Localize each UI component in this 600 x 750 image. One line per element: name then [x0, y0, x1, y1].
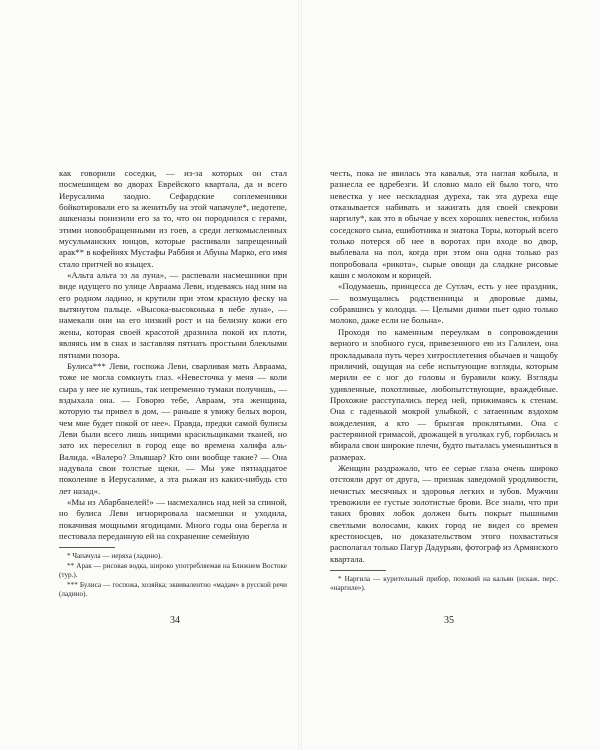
- footnote-divider: [59, 547, 115, 548]
- right-footnotes: [330, 575, 558, 593]
- right-page: [330, 168, 558, 594]
- footnote: * Чапачула — неряха (ладино).: [67, 552, 163, 561]
- book-gutter: [298, 0, 302, 750]
- paragraph: как говорили соседки, — из-за которых он стал посмешищем во дворах Еврейского квартала, да и всего Иерусалима заодно. Сефардские соплеменники бойкотировали его за женитьбу на этой чапачуле*, недотепе, ашкеназы понизили его за то, что он породнился с герами, этими новообращенными из гоев, а среди легкомысленных мусульманских юнцов, которые распивали запрещенный арак** в кофейнях Мустафы Раббия и Абуны Марко, его имя стало притчей во языцех.: [59, 168, 287, 269]
- paragraph: честь, пока не явилась эта кавалья, эта наглая кобыла, и разнесла ее вдребезги. И словно мало ей было того, что невестка у нее нескладная дуреха, так эта дуреха еще отказывается набивать и зажигать для своей свекрови наргилу*, как это в обычае у всех хороших невесток, избила соседского сына, ешиботника и знатока Торы, который всего только потерся об нее в воротах при входе во двор, выблевала на пол, когда при этом она одна только раз попробовала «рикота», сырые овощи да сладкие рисовые каши с молоком и корицей.: [330, 168, 558, 281]
- footnote: ** Арак — рисовая водка, широко употребляемая на Ближнем Востоке (тур.).: [59, 562, 287, 580]
- footnote-divider: [330, 570, 386, 571]
- paragraph: Булиса*** Леви, госпожа Леви, сварливая мать Авраама, тоже не могла сомкнуть глаз. «Невесточка у меня — коли сыра у нее не купишь, так непременно тумаки получишь, — вздыхала она. — Говорю тебе, Авраам, эта женщина, которую ты привел в дом, — раньше я увижу белых ворон, чем мне будет покой от нее». Правда, предки самой булисы Леви были всего лишь нищими красильщиками тканей, но зато их переселил в город еще во времена халифа аль-Валида. «Валеро? Эльяшар? Кто они вообще такие? — Она надувала свои толстые щеки. — Мы уже пятнадцатое поколение в Иерусалиме, а эта рыжая из каких-нибудь сто лет назад».: [59, 360, 287, 496]
- paragraph: «Альта альта эз ла луна», — распевали насмешники при виде идущего по улице Авраама Леви, издеваясь над ним на его родном ладино, и крутили при этом красную феску на вытянутом пальце. «Высока-высоконька в небе луна», — намекали они на его низкий рост и на белизну кожи его жены, которая своей красотой дразнила покой их плоти, являясь им в снах и заставляя пятнать простыни блеклыми пятнами позора.: [59, 270, 287, 360]
- right-page-body: [330, 168, 558, 565]
- paragraph: Проходя по каменным переулкам в сопровождении верного и злобного гуся, привезенного ею из Галилеи, она прокладывала путь через хитросплетения обычаев и чащобу приличий, ощущая на себе испытующие взгляды, которым мерили ее с ног до головы и буравили кожу. Взгляды удивленные, похотливые, любопытствующие, враждебные. Прохожие расступались перед ней, прижимаясь к стенам. Она с гаденькой мокрой улыбкой, с затаенным вздохом вожделения, а кто — брызгая проклятьями. Она с растерянной гримасой, дрожащей в уголках губ, горбилась и вбирала свои широкие плечи, будто пыталась уменьшиться в размерах.: [330, 326, 558, 462]
- footnote: *** Булиса — госпожа, хозяйка; эквивалентно «мадам» в русской речи (ладино).: [59, 580, 287, 598]
- paragraph: «Подумаешь, принцесса де Сутлач, есть у нее праздник, — возмущались родственницы и дворовые дамы, собравшись у колодца. — Целыми днями пьет одно только молоко, даже если не больна».: [330, 281, 558, 326]
- page-number-left: 34: [170, 615, 180, 626]
- paragraph: Женщин раздражало, что ее серые глаза очень широко отстояли друг от друга, — признак заведомой уродливости, нечистых месячных и здоровья легких и зубов. Мужчин тревожили ее густые золотистые брови. Все знали, что при таких бровях лобок должен быть покрыт пышными светлыми волосами, каких город не видел со времен крестоносцев, но доказательством этого похвастаться располагал только Пагур Дадурьян, фотограф из Армянского квартала.: [330, 462, 558, 564]
- page-number-right: 35: [444, 615, 454, 626]
- left-footnotes: [59, 552, 287, 599]
- left-page-body: [59, 168, 287, 542]
- paragraph: «Мы из Абарбанелей!» — насмехались над ней за спиной, но булиса Леви игнорировала насмешки и уходила, покачивая мощными ягодицами. Много годы она берегла и пестовала переданную ей на сохранение семейную: [59, 496, 287, 541]
- left-page: [59, 168, 287, 600]
- footnote: * Наргила — курительный прибор, похожий на кальян (искаж. перс. «наргиле»).: [330, 575, 558, 593]
